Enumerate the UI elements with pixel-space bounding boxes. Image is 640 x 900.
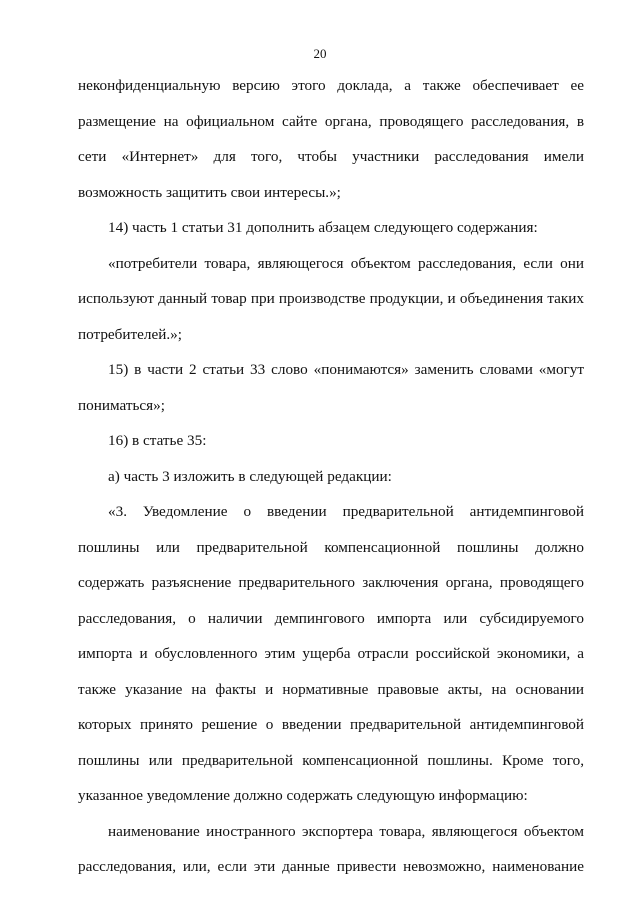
text-line: наименование иностранного экспортера товара, являющегося объектом — [108, 822, 584, 840]
paragraph — [78, 494, 584, 814]
text-line: также указание на факты и нормативные правовые акты, на основании — [78, 680, 584, 698]
text-line: размещение на официальном сайте органа, проводящего расследования, в — [78, 112, 584, 130]
text-line: импорта и обусловленного этим ущерба отрасли российской экономики, а — [78, 645, 584, 662]
text-line: «3. Уведомление о введении предварительной антидемпинговой — [108, 503, 584, 520]
text-line: 14) часть 1 статьи 31 дополнить абзацем следующего содержания: — [108, 219, 538, 236]
paragraph — [78, 459, 584, 495]
paragraph — [78, 352, 584, 423]
text-line: расследования, или, если эти данные привести невозможно, наименование — [78, 858, 584, 875]
paragraph — [78, 814, 584, 885]
text-line: которых принято решение о введении предварительной антидемпинговой — [78, 716, 584, 733]
text-line: потребителей.»; — [78, 325, 182, 343]
text-line: содержать разъяснение предварительного заключения органа, проводящего — [78, 574, 584, 591]
page-number: 20 — [313, 46, 327, 61]
text-line: пошлины или предварительной компенсационной пошлины должно — [78, 538, 584, 556]
text-line: расследования, о наличии демпингового импорта или субсидируемого — [78, 609, 584, 627]
text-line: пошлины или предварительной компенсационной пошлины. Кроме того, — [78, 751, 584, 769]
text-line: используют данный товар при производстве продукции, и объединения таких — [78, 290, 584, 307]
text-line: 15) в части 2 статьи 33 слово «понимаются» заменить словами «могут — [108, 361, 584, 378]
document-body — [78, 68, 584, 885]
text-line: сети «Интернет» для того, чтобы участники расследования имели — [78, 148, 584, 165]
text-line: 16) в статье 35: — [108, 432, 207, 449]
paragraph — [78, 246, 584, 353]
text-line: пониматься»; — [78, 396, 165, 414]
text-line: неконфиденциальную версию этого доклада, а также обеспечивает ее — [78, 77, 584, 94]
paragraph — [78, 68, 584, 210]
text-line: указанное уведомление должно содержать следующую информацию: — [78, 787, 528, 804]
text-line: возможность защитить свои интересы.»; — [78, 183, 341, 201]
text-line: «потребители товара, являющегося объектом расследования, если они — [108, 254, 584, 272]
paragraph — [78, 423, 584, 459]
paragraph — [78, 210, 584, 246]
text-line: а) часть 3 изложить в следующей редакции: — [108, 467, 392, 485]
